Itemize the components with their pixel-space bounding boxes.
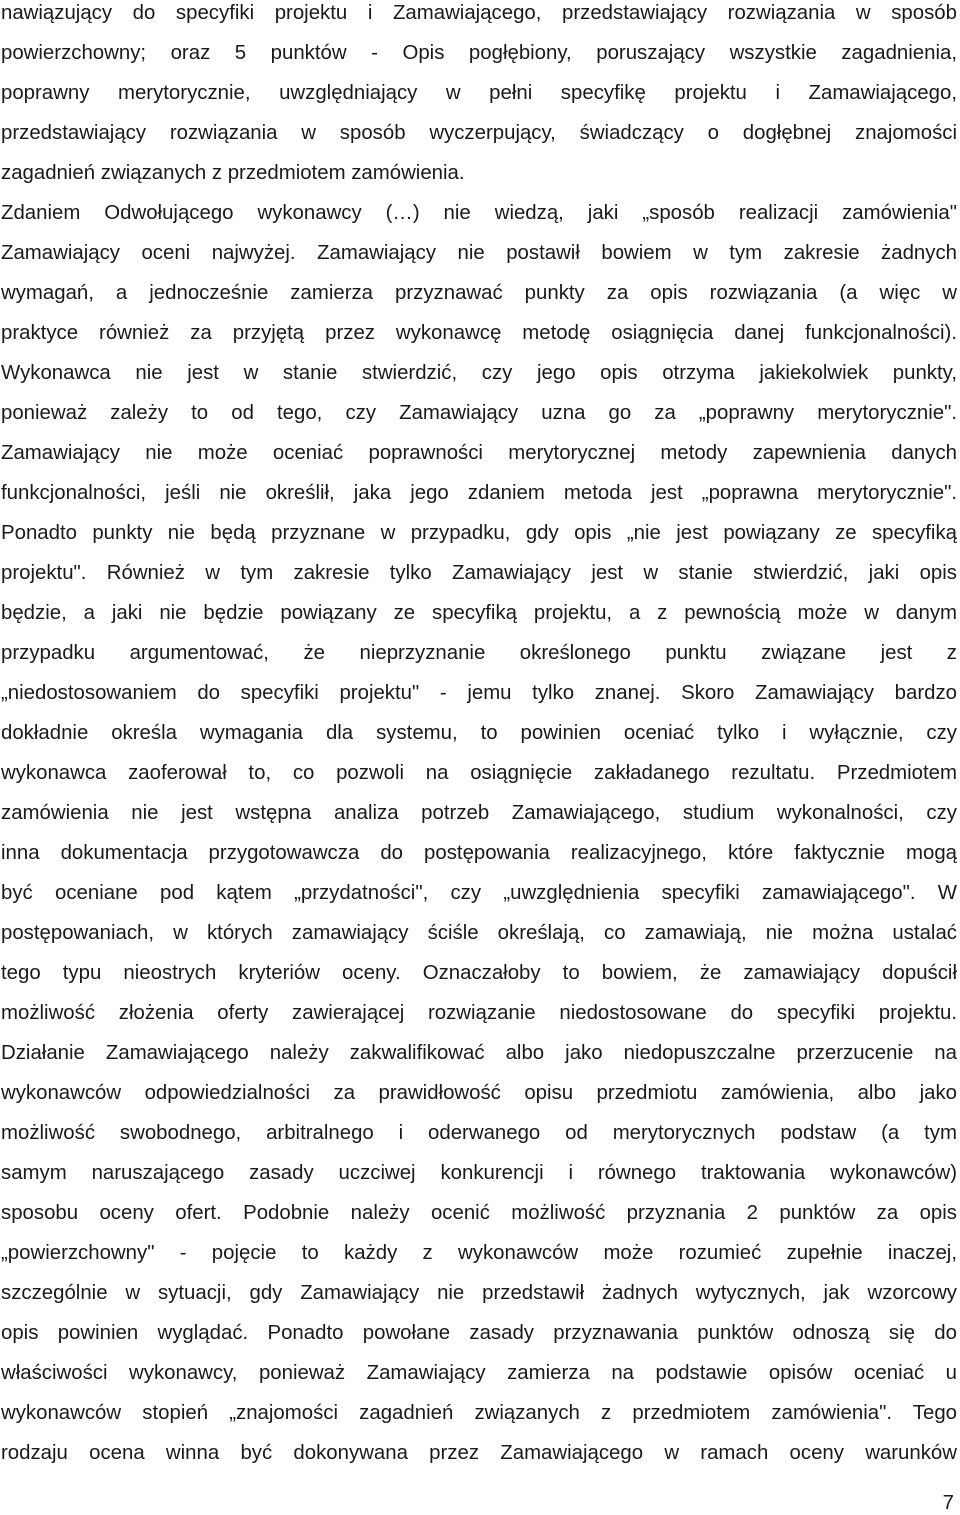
text-line: zamówienia nie jest wstępna analiza potrzeb Zamawiającego, studium wykonalności, czy [1, 802, 957, 824]
text-line: funkcjonalności, jeśli nie określił, jaka jego zdaniem metoda jest „poprawna merytorycznie". [1, 482, 957, 504]
text-line: nawiązujący do specyfiki projektu i Zamawiającego, przedstawiający rozwiązania w sposób [1, 2, 957, 24]
text-line: będzie, a jaki nie będzie powiązany ze specyfiką projektu, a z pewnością może w danym [1, 602, 957, 624]
text-line: przedstawiający rozwiązania w sposób wyczerpujący, świadczący o dogłębnej znajomości [1, 122, 957, 144]
page-number: 7 [942, 1492, 954, 1514]
text-line: możliwość złożenia oferty zawierającej rozwiązanie niedostosowane do specyfiki projektu. [1, 1002, 957, 1024]
text-line: zagadnień związanych z przedmiotem zamówienia. [1, 162, 465, 184]
text-line: „powierzchowny" - pojęcie to każdy z wykonawców może rozumieć zupełnie inaczej, [1, 1242, 957, 1264]
text-line: powierzchowny; oraz 5 punktów - Opis pogłębiony, poruszający wszystkie zagadnienia, [1, 42, 957, 64]
text-line: postępowaniach, w których zamawiający ściśle określają, co zamawiają, nie można ustalać [1, 922, 957, 944]
text-line: Ponadto punkty nie będą przyznane w przypadku, gdy opis „nie jest powiązany ze specyfiką [1, 522, 957, 544]
text-line: Zamawiający oceni najwyżej. Zamawiający nie postawił bowiem w tym zakresie żadnych [1, 242, 957, 264]
text-line: poprawny merytorycznie, uwzględniający w pełni specyfikę projektu i Zamawiającego, [1, 82, 957, 104]
text-line: ponieważ zależy to od tego, czy Zamawiający uzna go za „poprawny merytorycznie". [1, 402, 957, 424]
text-line: dokładnie określa wymagania dla systemu, to powinien oceniać tylko i wyłącznie, czy [1, 722, 957, 744]
text-line: być oceniane pod kątem „przydatności", czy „uwzględnienia specyfiki zamawiającego". W [1, 882, 957, 904]
text-line: właściwości wykonawcy, ponieważ Zamawiający zamierza na podstawie opisów oceniać u [1, 1362, 957, 1384]
text-line: inna dokumentacja przygotowawcza do postępowania realizacyjnego, które faktycznie mogą [1, 842, 957, 864]
text-line: wymagań, a jednocześnie zamierza przyznawać punkty za opis rozwiązania (a więc w [1, 282, 957, 304]
text-line: przypadku argumentować, że nieprzyznanie określonego punktu związane jest z [1, 642, 957, 664]
text-line: sposobu oceny ofert. Podobnie należy ocenić możliwość przyznania 2 punktów za opis [1, 1202, 957, 1224]
text-line: tego typu nieostrych kryteriów oceny. Oznaczałoby to bowiem, że zamawiający dopuścił [1, 962, 957, 984]
text-line: Zamawiający nie może oceniać poprawności merytorycznej metody zapewnienia danych [1, 442, 957, 464]
text-line: wykonawców stopień „znajomości zagadnień związanych z przedmiotem zamówienia". Tego [1, 1402, 957, 1424]
text-line: projektu". Również w tym zakresie tylko Zamawiający jest w stanie stwierdzić, jaki opis [1, 562, 957, 584]
text-line: możliwość swobodnego, arbitralnego i oderwanego od merytorycznych podstaw (a tym [1, 1122, 957, 1144]
text-line: Wykonawca nie jest w stanie stwierdzić, czy jego opis otrzyma jakiekolwiek punkty, [1, 362, 957, 384]
text-line: samym naruszającego zasady uczciwej konkurencji i równego traktowania wykonawców) [1, 1162, 957, 1184]
text-line: praktyce również za przyjętą przez wykonawcę metodę osiągnięcia danej funkcjonalności). [1, 322, 957, 344]
text-line: szczególnie w sytuacji, gdy Zamawiający nie przedstawił żadnych wytycznych, jak wzorcowy [1, 1282, 957, 1304]
text-line: wykonawca zaoferował to, co pozwoli na osiągnięcie zakładanego rezultatu. Przedmiotem [1, 762, 957, 784]
text-line: Działanie Zamawiającego należy zakwalifikować albo jako niedopuszczalne przerzucenie na [1, 1042, 957, 1064]
text-line: Zdaniem Odwołującego wykonawcy (…) nie wiedzą, jaki „sposób realizacji zamówienia" [1, 202, 957, 224]
text-line: „niedostosowaniem do specyfiki projektu" - jemu tylko znanej. Skoro Zamawiający bardzo [1, 682, 957, 704]
text-line: opis powinien wyglądać. Ponadto powołane zasady przyznawania punktów odnoszą się do [1, 1322, 957, 1344]
text-line: rodzaju ocena winna być dokonywana przez Zamawiającego w ramach oceny warunków [1, 1442, 957, 1464]
text-line: wykonawców odpowiedzialności za prawidłowość opisu przedmiotu zamówienia, albo jako [1, 1082, 957, 1104]
